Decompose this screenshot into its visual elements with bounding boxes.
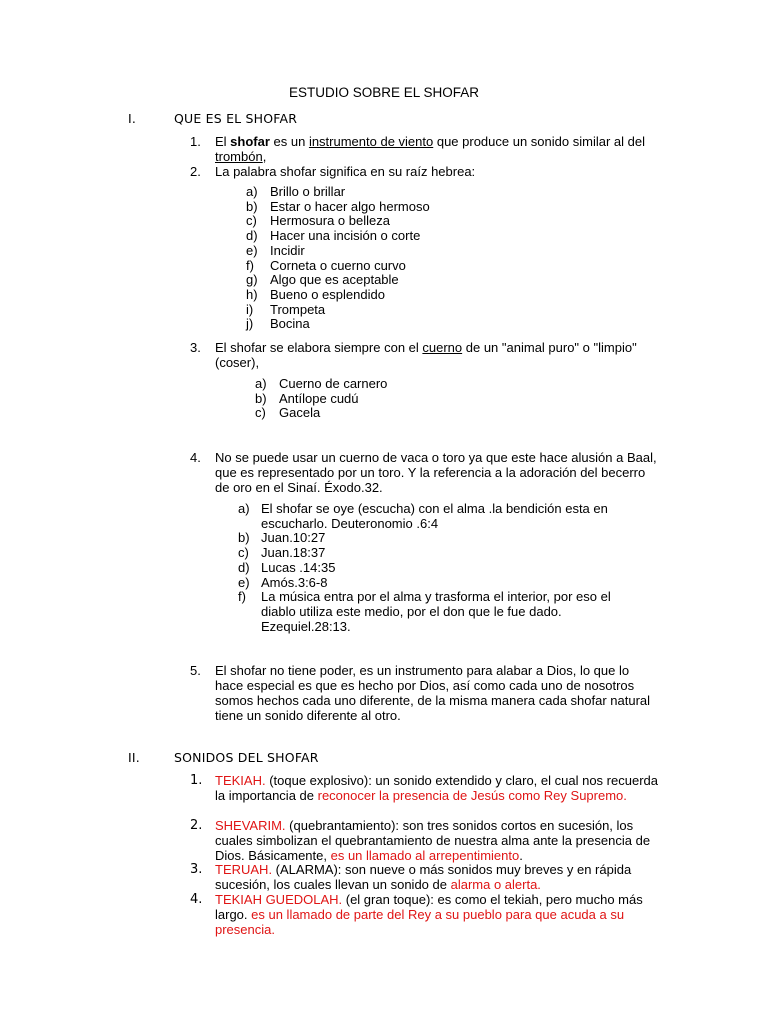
text-run: (el gran toque): es como el tekiah, pero mucho más largo. bbox=[215, 892, 643, 922]
sublist-item bbox=[246, 303, 646, 318]
sublist-text: Bocina bbox=[270, 316, 310, 332]
highlight-text: es un llamado de parte del Rey a su pueblo para que acuda a su presencia. bbox=[215, 907, 625, 937]
item-text: El shofar no tiene poder, es un instrumento para alabar a Dios, lo que lo hace especial es que es hecho por Dios, así como cada uno de nosotros somos hechos cada uno diferente, de la misma manera cada shofar natural tiene un sonido diferente al otro. bbox=[215, 663, 651, 723]
sublist-text: El shofar se oye (escucha) con el alma .la bendición esta en escucharlo. Deuteronomio .6:4 bbox=[261, 501, 608, 531]
sublist-item bbox=[246, 273, 646, 288]
sound-item-3 bbox=[190, 862, 660, 892]
sublist-letter: c) bbox=[255, 405, 266, 421]
highlight-text: reconocer la presencia de Jesús como Rey Supremo. bbox=[317, 788, 627, 803]
sublist-letter: e) bbox=[238, 574, 250, 590]
sublist-item bbox=[238, 502, 638, 531]
sublist-text: Juan.18:37 bbox=[261, 545, 326, 561]
item-text bbox=[215, 134, 660, 164]
sublist-item bbox=[255, 377, 635, 392]
item-number: 1. bbox=[190, 134, 201, 149]
sublist-item bbox=[246, 229, 646, 244]
sublist-text: Incidir bbox=[270, 242, 305, 258]
bold-term: shofar bbox=[230, 134, 270, 149]
sublist-letter: j) bbox=[246, 316, 254, 332]
text-run: de un "animal puro" o "limpio" (coser), bbox=[215, 340, 637, 370]
sublist-letter: d) bbox=[238, 559, 250, 575]
sound-name: TERUAH. bbox=[215, 862, 273, 877]
sublist-item bbox=[238, 576, 638, 591]
sublist-letter: f) bbox=[238, 589, 246, 605]
link-trombon[interactable]: trombón bbox=[215, 149, 263, 164]
section-title: QUE ES EL SHOFAR bbox=[174, 111, 298, 126]
sublist-letter: c) bbox=[246, 213, 257, 229]
sublist-references bbox=[238, 502, 638, 634]
text-run: (quebrantamiento): son tres sonidos cortos en sucesión, los cuales simbolizan el quebrantamiento de nuestra alma ante la presencia de Dios. Básicamente, bbox=[215, 818, 651, 863]
sublist-letter: b) bbox=[238, 530, 250, 546]
sublist-item bbox=[246, 259, 646, 274]
item-number: 4. bbox=[190, 892, 203, 907]
text-run: , bbox=[262, 149, 267, 164]
item-text bbox=[215, 862, 660, 892]
sublist-item bbox=[238, 561, 638, 576]
sublist-letter: c) bbox=[238, 545, 249, 561]
item-text: No se puede usar un cuerno de vaca o toro ya que este hace alusión a Baal, que es representado por un toro. Y la referencia a la adoración del becerro de oro en el Sinaí. Éxodo.32. bbox=[215, 450, 657, 495]
sublist-letter: e) bbox=[246, 242, 258, 258]
list-item-5 bbox=[190, 663, 660, 723]
sublist-item bbox=[246, 244, 646, 259]
sublist-item bbox=[246, 214, 646, 229]
text-run: es un bbox=[269, 134, 309, 149]
sublist-item bbox=[246, 288, 646, 303]
highlight-text: alarma o alerta. bbox=[450, 877, 541, 892]
sublist-item bbox=[246, 317, 646, 332]
text-run: que produce un sonido similar al del bbox=[433, 134, 645, 149]
text-run: . bbox=[519, 848, 523, 863]
item-text bbox=[215, 340, 660, 370]
text-run: El shofar se elabora siempre con el bbox=[215, 340, 423, 355]
sublist-letter: d) bbox=[246, 228, 258, 244]
sublist-letter: b) bbox=[246, 198, 258, 214]
sublist-letter: g) bbox=[246, 272, 258, 288]
sublist-item bbox=[238, 546, 638, 561]
list-item-3 bbox=[190, 340, 660, 370]
sublist-letter: i) bbox=[246, 301, 254, 317]
sublist-animals bbox=[255, 377, 635, 421]
sublist-text: Hermosura o belleza bbox=[270, 213, 390, 229]
sound-item-2 bbox=[190, 818, 660, 863]
section-number: II. bbox=[128, 750, 140, 765]
item-number: 2. bbox=[190, 164, 201, 179]
highlight-text: es un llamado al arrepentimiento bbox=[330, 848, 520, 863]
sublist-item bbox=[238, 590, 638, 634]
sublist-text: Lucas .14:35 bbox=[261, 559, 336, 575]
sublist-text: Algo que es aceptable bbox=[270, 272, 399, 288]
text-run: (ALARMA): son nueve o más sonidos muy breves y en rápida sucesión, los cuales llevan un sonido de bbox=[215, 862, 632, 892]
item-number: 1. bbox=[190, 773, 203, 788]
sublist-text: Corneta o cuerno curvo bbox=[270, 257, 406, 273]
list-item-1 bbox=[190, 134, 660, 164]
text-run: El bbox=[215, 134, 231, 149]
sound-item-4 bbox=[190, 892, 660, 937]
item-number: 3. bbox=[190, 340, 201, 355]
section-title: SONIDOS DEL SHOFAR bbox=[174, 750, 319, 765]
sound-name: SHEVARIM. bbox=[215, 818, 286, 833]
sublist-item bbox=[238, 531, 638, 546]
link-cuerno[interactable]: cuerno bbox=[422, 340, 463, 355]
sound-name: TEKIAH. bbox=[215, 773, 266, 788]
document-title: ESTUDIO SOBRE EL SHOFAR bbox=[288, 85, 480, 100]
sublist-text: Gacela bbox=[279, 405, 321, 421]
sublist-item bbox=[255, 406, 635, 421]
sublist-letter: b) bbox=[255, 390, 267, 406]
sublist-text: La música entra por el alma y trasforma el interior, por eso el diablo utiliza este medio, por el don que le fue dado. Ezequiel.28:13. bbox=[261, 589, 611, 634]
sublist-letter: a) bbox=[246, 184, 258, 199]
section-heading-1 bbox=[128, 111, 297, 126]
item-number: 5. bbox=[190, 663, 201, 678]
sublist-text: Bueno o esplendido bbox=[270, 286, 385, 302]
sound-name: TEKIAH GUEDOLAH. bbox=[215, 892, 343, 907]
sublist-letter: a) bbox=[255, 376, 267, 391]
sublist-item bbox=[246, 200, 646, 215]
sublist-text: Amós.3:6-8 bbox=[261, 574, 328, 590]
sublist-text: Trompeta bbox=[270, 301, 326, 317]
sublist-text: Estar o hacer algo hermoso bbox=[270, 198, 430, 214]
sublist-item bbox=[246, 185, 646, 200]
sublist-text: Cuerno de carnero bbox=[279, 376, 388, 391]
list-item-2 bbox=[190, 164, 660, 179]
list-item-4 bbox=[190, 450, 660, 495]
sound-item-1 bbox=[190, 773, 660, 803]
item-number: 4. bbox=[190, 450, 201, 465]
link-instrumento[interactable]: instrumento de viento bbox=[308, 134, 434, 149]
sublist-text: Juan.10:27 bbox=[261, 530, 326, 546]
item-number: 3. bbox=[190, 862, 203, 877]
sublist-text: Hacer una incisión o corte bbox=[270, 228, 421, 244]
item-text bbox=[215, 773, 660, 803]
section-heading-2 bbox=[128, 750, 319, 765]
sublist-letter: f) bbox=[246, 257, 254, 273]
text-run: (toque explosivo): un sonido extendido y claro, el cual nos recuerda la importancia de bbox=[215, 773, 658, 803]
sublist-letter: a) bbox=[238, 501, 250, 516]
item-number: 2. bbox=[190, 818, 203, 833]
item-text bbox=[215, 818, 660, 863]
sublist-letter: h) bbox=[246, 286, 258, 302]
sublist-meanings bbox=[246, 185, 646, 332]
section-number: I. bbox=[128, 111, 137, 126]
item-text: La palabra shofar significa en su raíz hebrea: bbox=[215, 164, 476, 179]
sublist-text: Antílope cudú bbox=[279, 390, 359, 406]
sublist-item bbox=[255, 392, 635, 407]
sublist-text: Brillo o brillar bbox=[270, 184, 346, 199]
item-text bbox=[215, 892, 660, 937]
